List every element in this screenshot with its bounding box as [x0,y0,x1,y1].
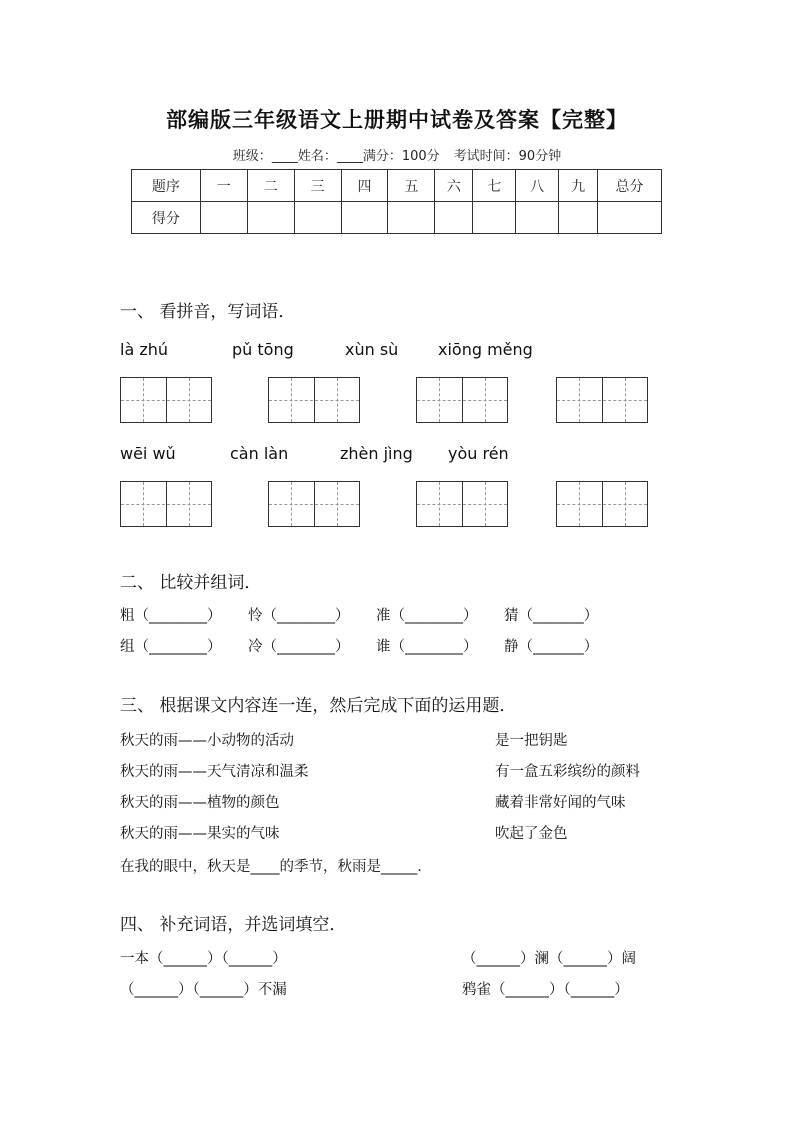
match-right-item[interactable]: 有一盒五彩缤纷的颜料 [495,764,640,780]
header-cell: 二 [247,170,294,202]
compare-item[interactable]: 组（________） [120,639,222,655]
header-cell: 四 [341,170,388,202]
match-left-item[interactable]: 秋天的雨——果实的气味 [120,826,280,842]
compare-item[interactable]: 准（________） [376,608,478,624]
pinyin-5: wēi wǔ [120,444,176,463]
score-cell[interactable] [473,202,516,234]
header-cell: 总分 [598,170,662,202]
match-left-item[interactable]: 秋天的雨——天气清凉和温柔 [120,764,309,780]
writing-box[interactable] [416,377,508,423]
match-right-item[interactable]: 藏着非常好闻的气味 [495,795,626,811]
exam-time: 考试时间：90分钟 [453,149,562,164]
match-left-item[interactable]: 秋天的雨——小动物的活动 [120,733,294,749]
match-right-item[interactable]: 吹起了金色 [495,826,568,842]
pinyin-3: xùn sù [345,340,399,359]
writing-box[interactable] [120,377,212,423]
score-table [131,169,662,234]
header-cell: 五 [388,170,435,202]
section2-heading: 二、 比较并组词． [120,573,262,593]
class-blank[interactable]: ____ [271,149,298,164]
idiom-blank[interactable]: 一本（______）（______） [120,951,287,967]
pinyin-1: là zhú [120,340,169,359]
score-cell[interactable] [435,202,473,234]
score-header-row [132,170,662,202]
pinyin-8: yòu rén [448,444,509,463]
name-blank[interactable]: ____ [336,149,363,164]
section1-heading: 一、 看拼音，写词语． [120,302,296,322]
writing-box[interactable] [120,481,212,527]
score-cell[interactable] [200,202,247,234]
score-cell[interactable] [516,202,559,234]
header-cell: 九 [559,170,598,202]
writing-box[interactable] [416,481,508,527]
full-score: 满分：100分 [362,149,440,164]
compare-item[interactable]: 谁（________） [376,639,478,655]
header-cell: 一 [200,170,247,202]
section4-heading: 四、 补充词语，并选词填空． [120,915,347,935]
score-row-label: 得分 [132,202,201,234]
pinyin-7: zhèn jìng [340,444,413,463]
header-cell: 六 [435,170,473,202]
header-cell: 八 [516,170,559,202]
compare-item[interactable]: 怜（________） [248,608,350,624]
writing-box[interactable] [268,481,360,527]
score-cell[interactable] [247,202,294,234]
idiom-blank[interactable]: 鸦雀（______）（______） [462,982,629,998]
score-cell[interactable] [341,202,388,234]
compare-item[interactable]: 猜（_______） [504,608,599,624]
exam-info [0,145,794,164]
idiom-blank[interactable]: （______）澜（______）阔 [462,951,636,967]
pinyin-4: xiōng měng [438,340,533,359]
header-cell: 三 [294,170,341,202]
score-cell[interactable] [559,202,598,234]
match-right-item[interactable]: 是一把钥匙 [495,733,568,749]
name-label: 姓名： [297,149,337,164]
score-cell[interactable] [294,202,341,234]
header-cell: 七 [473,170,516,202]
writing-box[interactable] [556,377,648,423]
page-title: 部编版三年级语文上册期中试卷及答案【完整】 [166,107,628,132]
writing-box[interactable] [556,481,648,527]
header-cell: 题序 [132,170,201,202]
compare-item[interactable]: 冷（________） [248,639,350,655]
compare-item[interactable]: 粗（________） [120,608,222,624]
writing-box[interactable] [268,377,360,423]
pinyin-6: càn làn [230,444,289,463]
section3-heading: 三、 根据课文内容连一连，然后完成下面的运用题． [120,696,517,716]
fill-sentence[interactable]: 在我的眼中，秋天是____的季节，秋雨是_____. [120,859,422,875]
score-cell[interactable] [388,202,435,234]
pinyin-2: pǔ tōng [232,340,294,359]
match-left-item[interactable]: 秋天的雨——植物的颜色 [120,795,280,811]
score-row [132,202,662,234]
score-cell[interactable] [598,202,662,234]
compare-item[interactable]: 静（_______） [504,639,599,655]
idiom-blank[interactable]: （______）（______）不漏 [120,982,287,998]
class-label: 班级： [232,149,272,164]
